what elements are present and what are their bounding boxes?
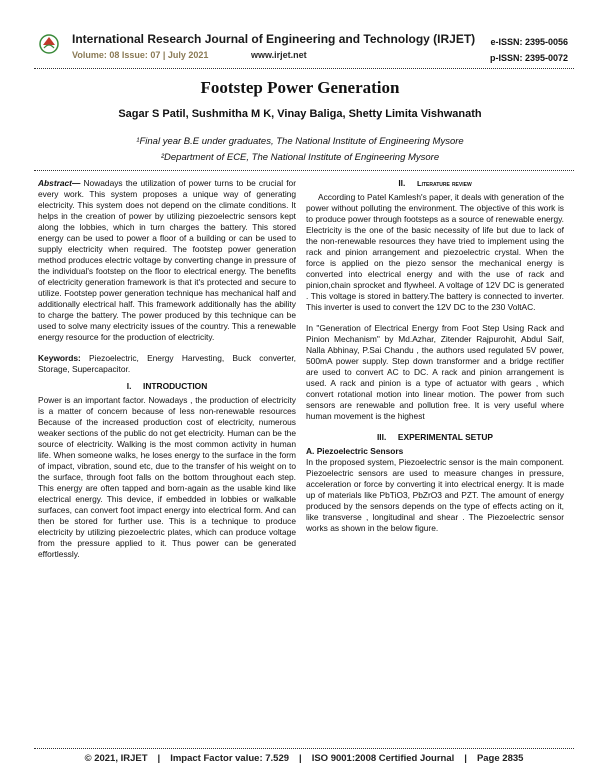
affiliation-1: ¹Final year B.E under graduates, The National Institute of Engineering Mysore [136, 136, 464, 147]
section-heading-experimental [306, 432, 564, 443]
footer-separator: | [157, 753, 161, 764]
section-number: I. [126, 381, 132, 391]
left-column [38, 178, 296, 560]
paper-title: Footstep Power Generation [200, 78, 400, 97]
eissn: e-ISSN: 2395-0056 [490, 37, 568, 47]
experimental-text: In the proposed system, Piezoelectric sensor is the main component. Piezoelectric sensors are used to measure changes in pressure, acceleration or force by converting it into electrical energy. It is made up of materials like PbTiO3, PbZrO3 and PZT. The amount of energy produced by the sensors depends on the type of effects acting on it, like transverse , longitudinal and shear . The Piezoelectric sensor works as shown in the below figure. [306, 457, 564, 533]
abstract-text: Nowadays the utilization of power turns to be crucial for every work. This system proposes a unique way of generating electricity. This system does not depend on the climate conditions. It helps in the creation of power by utilizing piezoelectric sensors kept along the lobbies, which in turn charges the battery. This stored energy can be used to power a floor of a building or can be used to supply electricity when required. The footstep power generation method produces electric voltage by converting change in pressure of the individual's footstep on the floor to electrical energy. The benefits of electricity generation framework is that it's protected and secure to utilize. Footstep power generation technique has mechanical half and additionally electrical half. This framework additionally has the ability to charge the battery. The power produced by this technique can be used to solve many electricity issues of the country. This a renewable energy resource for the production of electricity. [38, 178, 297, 342]
right-column [306, 178, 564, 534]
irjet-logo-icon [34, 32, 64, 62]
page-footer [34, 748, 574, 764]
footer-impact-factor: Impact Factor value: 7.529 [170, 753, 290, 764]
journal-title: International Research Journal of Engineering and Technology (IRJET) [72, 32, 476, 46]
section-title: INTRODUCTION [143, 381, 208, 391]
footer-separator: | [299, 753, 302, 764]
section-title: EXPERIMENTAL SETUP [397, 432, 494, 442]
section-heading-introduction [38, 381, 296, 392]
footer-iso: ISO 9001:2008 Certified Journal [311, 753, 455, 764]
section-heading-literature [306, 178, 564, 189]
volume-issue: Volume: 08 Issue: 07 | July 2021 [72, 50, 209, 60]
journal-header [34, 30, 574, 66]
pissn: p-ISSN: 2395-0072 [489, 53, 568, 63]
abstract [38, 178, 296, 343]
header-divider [34, 68, 574, 69]
issn-block [490, 34, 568, 66]
footer-copyright: © 2021, IRJET [84, 753, 148, 764]
title-divider [34, 170, 574, 171]
keywords-text: Piezoelectric, Energy Harvesting, Buck converter, Storage, Supercapacitor. [38, 353, 296, 374]
journal-website[interactable]: www.irjet.net [250, 50, 307, 60]
author-list: Sagar S Patil, Sushmitha M K, Vinay Baliga, Shetty Limita Vishwanath [118, 108, 482, 120]
section-number: II. [398, 178, 406, 188]
affiliation-2: ²Department of ECE, The National Institute of Engineering Mysore [160, 152, 440, 163]
journal-volume [72, 50, 307, 60]
literature-paragraph-2: In "Generation of Electrical Energy from Foot Step Using Rack and Pinion Mechanism" by Md.Azhar, Zitender Rajpurohit, Abdul Saif, Nalla Abhinay, P.Sai Chandu , the authors used regulated 5V power, 500mA power supply. Step down transformer and a bridge rectifier are used to convert AC to DC. A rack and pinion arrangement is used. A rack and pinion is a type of actuator with gears , which convert rotational motion into linear motion. The power from such sensors are renewable and pollution free. It is very useful where human movement is the highest [306, 323, 564, 421]
section-number: III. [376, 432, 387, 442]
footer-separator: | [464, 753, 467, 764]
subsection-heading: A. Piezoelectric Sensors [306, 446, 404, 456]
abstract-label: Abstract— [38, 178, 81, 188]
footer-page-number: Page 2835 [476, 753, 524, 764]
introduction-text: Power is an important factor. Nowadays , the production of electricity is a matter of concern because of less non-renewable resources Because of the increased production cost of electricity, numerous weaker sections of the public do not get electricity. Human can be the source of electricity. Walking is the most common activity in human life. When someone walks, he loses energy to the surface in the form of impact, vibration, sound etc, due to the transfer of his weight on to the surface, through foot falls on the bottom throughout each step. This energy are often tapped and born-again as the usable kind like electrical energy. This device, if embedded in lobbies or walkable surfaces, can convert foot impact energy into electrical form. And can then be stored for further use. This is a technique to produce electricity by utilizing piezoelectric plates, which can produce voltage from the pressure applied to it. Thus power can be generated effortlessly. [38, 395, 296, 559]
keywords-label: Keywords: [38, 353, 81, 363]
section-title: Literature review [416, 179, 472, 188]
literature-paragraph-1: According to Patel Kamlesh's paper, it deals with generation of the power without polluting the environment. The objective of this work is to produce power through footsteps as a source of renewable energy. Electricity is the one of the basic necessity of life but due to lack of the non-renewable resources they have tried to implement using the rack and pinion arrangement and piezoelectric crystal. When the force is applied on the piezo sensor the mechanical energy is converted into electrical energy and with the use of rack and pinion,chain sprocket and flywheel. A voltage of 12V DC is generated . This voltage is stored in battery.The battery is connected to inverter. This inverter is used to convert the 12V DC to the 230 VoltAC. [306, 192, 564, 312]
keywords [38, 353, 296, 375]
